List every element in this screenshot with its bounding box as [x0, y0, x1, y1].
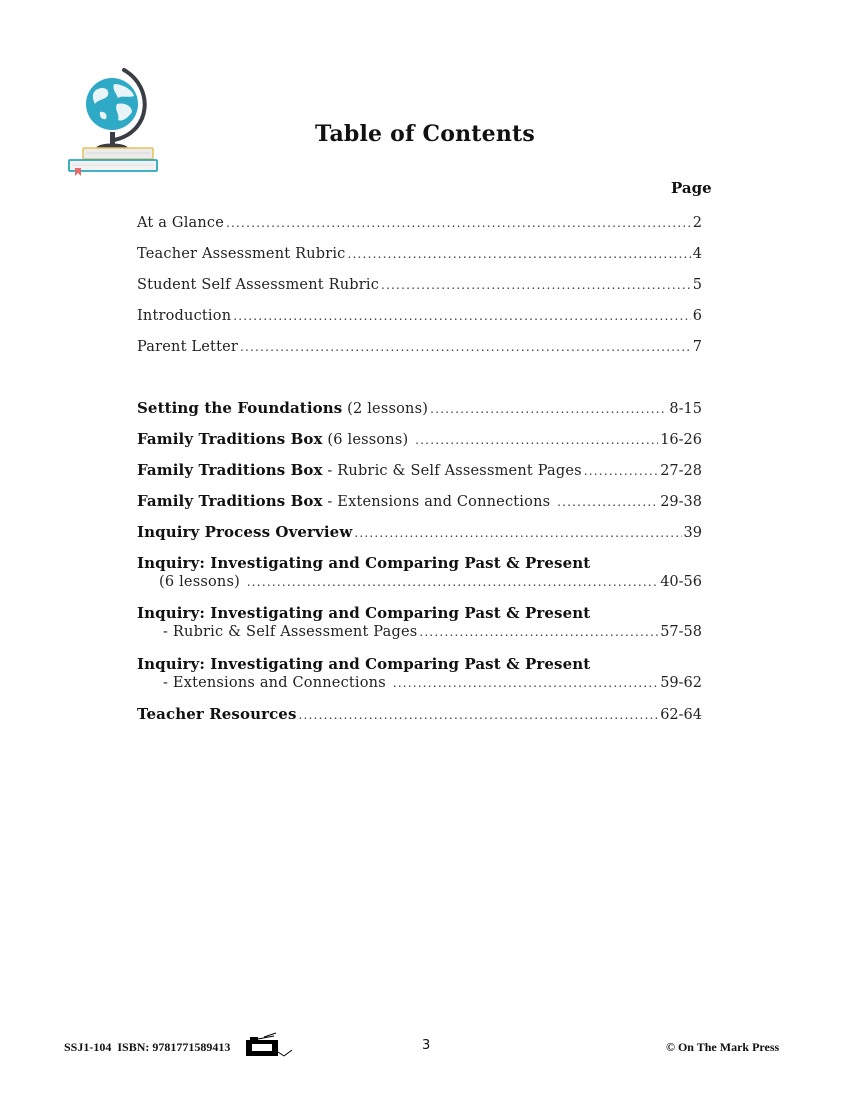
toc-entry-page: 39	[683, 525, 702, 541]
toc-entry-label: At a Glance	[137, 215, 225, 231]
toc-entry-label: Introduction	[137, 308, 232, 324]
dot-leader	[226, 214, 691, 233]
toc-entry-title: Inquiry: Investigating and Comparing Past & Present	[137, 554, 591, 572]
dot-leader	[393, 674, 659, 693]
toc-entry-title: Family Traditions Box	[137, 430, 323, 448]
dot-leader	[415, 431, 658, 450]
toc-entry-page: 7	[692, 339, 702, 355]
toc-entry-label: Student Self Assessment Rubric	[137, 277, 380, 293]
page-number: 3	[422, 1038, 431, 1053]
dot-leader	[348, 245, 691, 264]
toc-entry-page: 29-38	[660, 494, 702, 510]
toc-entry-page: 62-64	[660, 707, 702, 723]
toc-entry-title: Inquiry Process Overview	[137, 523, 353, 541]
toc-entry-title: Teacher Resources	[137, 705, 297, 723]
dot-leader	[247, 573, 658, 592]
toc-entry-student-self-assessment-rubric[interactable]	[137, 276, 702, 295]
toc-entry-title: Inquiry: Investigating and Comparing Past & Present	[137, 655, 591, 673]
toc-entry-page: 6	[692, 308, 702, 324]
footer-product-info	[64, 1040, 230, 1055]
toc-entry-parent-letter[interactable]	[137, 338, 702, 357]
isbn: ISBN: 9781771589413	[117, 1040, 231, 1054]
page-column-header: Page	[671, 179, 712, 197]
copyright: © On The Mark Press	[666, 1040, 780, 1054]
dot-leader	[419, 623, 658, 642]
toc-entry-page: 40-56	[660, 574, 702, 590]
toc-entry-family-traditions-box-rubric[interactable]	[137, 461, 702, 481]
toc-entry-page: 5	[692, 277, 702, 293]
toc-entry-detail: - Rubric & Self Assessment Pages	[322, 463, 582, 479]
toc-entry-page: 59-62	[660, 675, 702, 691]
toc-entry-label: Parent Letter	[137, 339, 239, 355]
toc-entry-detail: - Extensions and Connections	[163, 675, 391, 691]
toc-entry-introduction[interactable]	[137, 307, 702, 326]
dot-leader	[381, 276, 691, 295]
toc-entry-setting-the-foundations[interactable]	[137, 399, 702, 419]
toc-entry-family-traditions-box-lessons[interactable]	[137, 430, 702, 450]
toc-entry-page: 27-28	[660, 463, 702, 479]
toc-entry-family-traditions-box-extensions[interactable]	[137, 492, 702, 512]
toc-entry-page: 57-58	[660, 624, 702, 640]
toc-entry-page: 16-26	[660, 432, 702, 448]
dot-leader	[430, 400, 667, 419]
toc-entry-detail: (6 lessons)	[159, 574, 245, 590]
toc-entry-inquiry-rubric[interactable]	[137, 604, 702, 642]
toc-entry-detail: (2 lessons)	[342, 401, 429, 417]
dot-leader	[354, 524, 681, 543]
dot-leader	[299, 706, 659, 725]
dot-leader	[557, 493, 658, 512]
toc-entry-page: 8-15	[669, 401, 702, 417]
toc-entry-detail: - Extensions and Connections	[322, 494, 556, 510]
toc-entry-title: Inquiry: Investigating and Comparing Past & Present	[137, 604, 591, 622]
globe-on-books-icon	[62, 62, 172, 177]
page-title: Table of Contents	[315, 121, 535, 147]
dot-leader	[584, 462, 658, 481]
toc-entry-teacher-assessment-rubric[interactable]	[137, 245, 702, 264]
toc-entry-inquiry-process-overview[interactable]	[137, 523, 702, 543]
photocopier-icon	[244, 1032, 294, 1058]
toc-entry-teacher-resources[interactable]	[137, 705, 702, 725]
toc-entry-label: Teacher Assessment Rubric	[137, 246, 346, 262]
toc-entry-inquiry-extensions[interactable]	[137, 655, 702, 693]
toc-entry-title: Family Traditions Box	[137, 461, 323, 479]
toc-entry-detail: (6 lessons)	[322, 432, 414, 448]
toc-entry-title: Family Traditions Box	[137, 492, 323, 510]
toc-entry-title: Setting the Foundations	[137, 399, 343, 417]
product-code: SSJ1-104	[64, 1040, 112, 1054]
dot-leader	[233, 307, 691, 326]
toc-entry-at-a-glance[interactable]	[137, 214, 702, 233]
toc-entry-page: 2	[692, 215, 702, 231]
toc-entry-detail: - Rubric & Self Assessment Pages	[163, 624, 418, 640]
toc-entry-inquiry-lessons[interactable]	[137, 554, 702, 592]
dot-leader	[240, 338, 691, 357]
toc-entry-page: 4	[692, 246, 702, 262]
